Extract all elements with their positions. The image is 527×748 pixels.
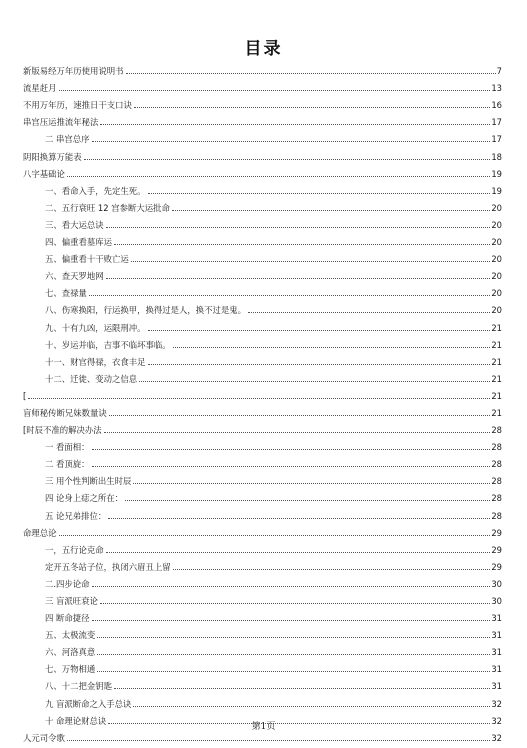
toc-entry-page-number: 17	[491, 134, 502, 145]
toc-entry[interactable]	[23, 248, 502, 265]
toc-entry-page-number: 21	[491, 373, 502, 384]
toc-entry[interactable]	[23, 214, 502, 231]
dot-leader	[173, 347, 491, 348]
toc-entry-page-number: 21	[491, 390, 502, 401]
toc-entry[interactable]	[23, 419, 502, 436]
toc-entry-page-number: 20	[491, 271, 502, 282]
dot-leader	[97, 671, 490, 672]
toc-entry-page-number: 28	[491, 476, 502, 487]
toc-entry[interactable]	[23, 351, 502, 368]
dot-leader	[92, 449, 491, 450]
toc-entry-title: 二.四步论命	[45, 578, 90, 589]
toc-entry[interactable]	[23, 402, 502, 419]
dot-leader	[92, 586, 491, 587]
toc-entry-page-number: 31	[491, 613, 502, 624]
toc-entry[interactable]	[23, 282, 502, 299]
toc-entry[interactable]	[23, 163, 502, 180]
toc-entry-title: 流星赶月	[23, 83, 57, 94]
dot-leader	[148, 364, 491, 365]
toc-entry-page-number: 20	[491, 202, 502, 213]
toc-entry-page-number: 31	[491, 664, 502, 675]
toc-entry-title: 八、十二把金钥匙	[45, 681, 112, 692]
dot-leader	[67, 740, 490, 741]
page-title: 目录	[244, 39, 283, 59]
toc-entry-title: 一 看面相：	[45, 442, 90, 453]
dot-leader	[100, 124, 490, 125]
toc-entry[interactable]	[23, 334, 502, 351]
dot-leader	[97, 637, 490, 638]
toc-entry-page-number: 29	[491, 544, 502, 555]
toc-entry-title: 七、万物相通	[45, 664, 96, 675]
toc-entry-page-number: 21	[491, 407, 502, 418]
toc-entry-page-number: 31	[491, 630, 502, 641]
toc-entry[interactable]	[23, 265, 502, 282]
toc-entry[interactable]	[23, 607, 502, 624]
toc-entry-title: 定开五冬站子位，执闭六眉丑上留	[45, 561, 171, 572]
toc-entry-title: 七、查禄量	[45, 288, 87, 299]
toc-entry-page-number: 32	[491, 732, 502, 743]
toc-entry-page-number: 18	[491, 151, 502, 162]
toc-entry[interactable]	[23, 299, 502, 316]
toc-entry[interactable]	[23, 641, 502, 658]
toc-entry[interactable]	[23, 94, 502, 111]
toc-entry-page-number: 19	[491, 168, 502, 179]
dot-leader	[59, 90, 491, 91]
toc-entry-title: 四 论身上痣之所在：	[45, 493, 124, 504]
toc-entry-title: 八字基础论	[23, 168, 65, 179]
dot-leader	[106, 227, 491, 228]
toc-entry[interactable]	[23, 590, 502, 607]
dot-leader	[148, 330, 491, 331]
toc-entry[interactable]	[23, 624, 502, 641]
toc-entry[interactable]	[23, 231, 502, 248]
toc-entry-title: 六、查天罗地网	[45, 271, 104, 282]
toc-entry-page-number: 20	[491, 237, 502, 248]
dot-leader	[133, 483, 490, 484]
toc-entry-title: 不用万年历，速推日干支口诀	[23, 100, 132, 111]
toc-entry-title: 盲师秘传断兄妹数量诀	[23, 407, 107, 418]
toc-entry-page-number: 20	[491, 254, 502, 265]
toc-entry[interactable]	[23, 504, 502, 521]
toc-entry-title: 十、岁运并临，吉事不临坏事临。	[45, 339, 171, 350]
dot-leader	[172, 210, 490, 211]
toc-entry[interactable]	[23, 128, 502, 145]
page-number-footer: 第1页	[251, 722, 276, 732]
toc-entry-title: 二 看顶旋：	[45, 459, 90, 470]
dot-leader	[84, 159, 491, 160]
toc-entry-title: [时辰不准的解决办法	[23, 425, 102, 436]
toc-entry-title: 五 论兄弟排位：	[45, 510, 107, 521]
toc-entry-page-number: 28	[491, 493, 502, 504]
dot-leader	[67, 176, 490, 177]
toc-entry-page-number: 13	[491, 83, 502, 94]
dot-leader	[134, 107, 490, 108]
toc-entry[interactable]	[23, 111, 502, 128]
toc-entry-page-number: 30	[491, 596, 502, 606]
dot-leader	[133, 706, 490, 707]
toc-entry-page-number: 32	[491, 698, 502, 709]
dot-leader	[114, 688, 490, 689]
toc-entry-page-number: 17	[491, 117, 502, 128]
toc-entry-page-number: 29	[491, 527, 502, 538]
toc-entry-page-number: 21	[491, 339, 502, 350]
toc-entry-title: 四、偏重看墓库运	[45, 237, 112, 248]
toc-entry[interactable]	[23, 316, 502, 333]
toc-entry-title: 三 盲派旺衰论	[45, 596, 98, 606]
dot-leader	[59, 535, 491, 536]
toc-entry-title: 串宫压运推流年秘法	[23, 117, 99, 128]
toc-entry-title: 四 断命捷径	[45, 613, 90, 624]
toc-entry-page-number: 7	[496, 66, 502, 77]
toc-entry-title: 二、五行衰旺 12 宫参断大运批命	[45, 202, 170, 213]
toc-entry-page-number: 21	[491, 356, 502, 367]
dot-leader	[28, 398, 490, 399]
toc-entry-title: 八、伤寒换阳，行运换甲，换得过是人，换不过是鬼。	[45, 305, 246, 316]
toc-entry[interactable]	[23, 658, 502, 675]
toc-entry-page-number: 29	[491, 561, 502, 572]
toc-entry[interactable]	[23, 77, 502, 94]
dot-leader	[106, 278, 491, 279]
toc-entry[interactable]	[23, 539, 502, 556]
dot-leader	[92, 466, 491, 467]
toc-entry-title: 十二、迁徙、变动之信息	[45, 373, 138, 384]
dot-leader	[92, 141, 491, 142]
toc-entry-title: 十 命理论财总诀	[45, 715, 107, 726]
toc-entry-title: 命理总论	[23, 527, 57, 538]
dot-leader	[108, 518, 490, 519]
dot-leader	[97, 654, 490, 655]
toc-entry[interactable]	[23, 453, 502, 470]
dot-leader	[248, 312, 490, 313]
toc-entry-page-number: 28	[491, 510, 502, 521]
toc-entry[interactable]	[23, 180, 502, 197]
toc-entry[interactable]	[23, 436, 502, 453]
dot-leader	[126, 73, 496, 74]
toc-entry-page-number: 30	[491, 578, 502, 589]
dot-leader	[100, 603, 490, 604]
toc-entry[interactable]	[23, 145, 502, 162]
toc-entry[interactable]	[23, 573, 502, 590]
dot-leader	[148, 193, 491, 194]
table-of-contents	[23, 60, 502, 744]
dot-leader	[139, 381, 490, 382]
toc-entry[interactable]	[23, 197, 502, 214]
toc-entry[interactable]	[23, 60, 502, 77]
toc-entry-title: 人元司令歌	[23, 732, 65, 743]
toc-entry-title: 九 盲派断命之入手总诀	[45, 698, 132, 709]
toc-entry[interactable]	[23, 556, 502, 573]
toc-entry-page-number: 16	[491, 100, 502, 111]
dot-leader	[89, 295, 490, 296]
toc-entry[interactable]	[23, 368, 502, 385]
toc-entry[interactable]	[23, 487, 502, 504]
toc-entry[interactable]	[23, 522, 502, 539]
toc-entry-page-number: 31	[491, 681, 502, 692]
toc-entry[interactable]	[23, 470, 502, 487]
toc-entry-title: 三、看大运总诀	[45, 219, 104, 230]
toc-entry[interactable]	[23, 675, 502, 692]
dot-leader	[92, 620, 491, 621]
toc-entry-page-number: 28	[491, 425, 502, 436]
toc-entry-title: [	[23, 390, 27, 401]
toc-entry-title: 九、十有九凶，运限刑冲。	[45, 322, 146, 333]
toc-entry-page-number: 20	[491, 305, 502, 316]
dot-leader	[173, 569, 491, 570]
toc-entry-page-number: 21	[491, 322, 502, 333]
toc-entry[interactable]	[23, 692, 502, 709]
toc-entry-page-number: 28	[491, 442, 502, 453]
toc-entry-title: 五、偏重看十干败亡运	[45, 254, 129, 265]
toc-entry-page-number: 31	[491, 647, 502, 658]
toc-entry-page-number: 20	[491, 219, 502, 230]
toc-entry-title: 五、太极流变	[45, 630, 96, 641]
toc-entry-page-number: 32	[491, 715, 502, 726]
toc-entry-page-number: 28	[491, 459, 502, 470]
toc-entry-title: 二 串宫总序	[45, 134, 90, 145]
toc-entry-title: 一、看命入手，先定生死。	[45, 185, 146, 196]
toc-entry-title: 阴阳换算万能表	[23, 151, 82, 162]
toc-entry-title: 新版易经万年历使用说明书	[23, 66, 124, 77]
dot-leader	[109, 415, 491, 416]
toc-entry[interactable]	[23, 385, 502, 402]
toc-entry-page-number: 19	[491, 185, 502, 196]
dot-leader	[106, 552, 491, 553]
dot-leader	[114, 244, 490, 245]
toc-entry-title: 三 用个性判断出生时辰	[45, 476, 132, 487]
dot-leader	[104, 432, 491, 433]
toc-entry-title: 六、河洛真意	[45, 647, 96, 658]
toc-entry-title: 十一、财官得禄，衣食丰足	[45, 356, 146, 367]
toc-entry-title: 一，五行论克命	[45, 544, 104, 555]
dot-leader	[125, 500, 490, 501]
dot-leader	[131, 261, 491, 262]
toc-entry-page-number: 20	[491, 288, 502, 299]
